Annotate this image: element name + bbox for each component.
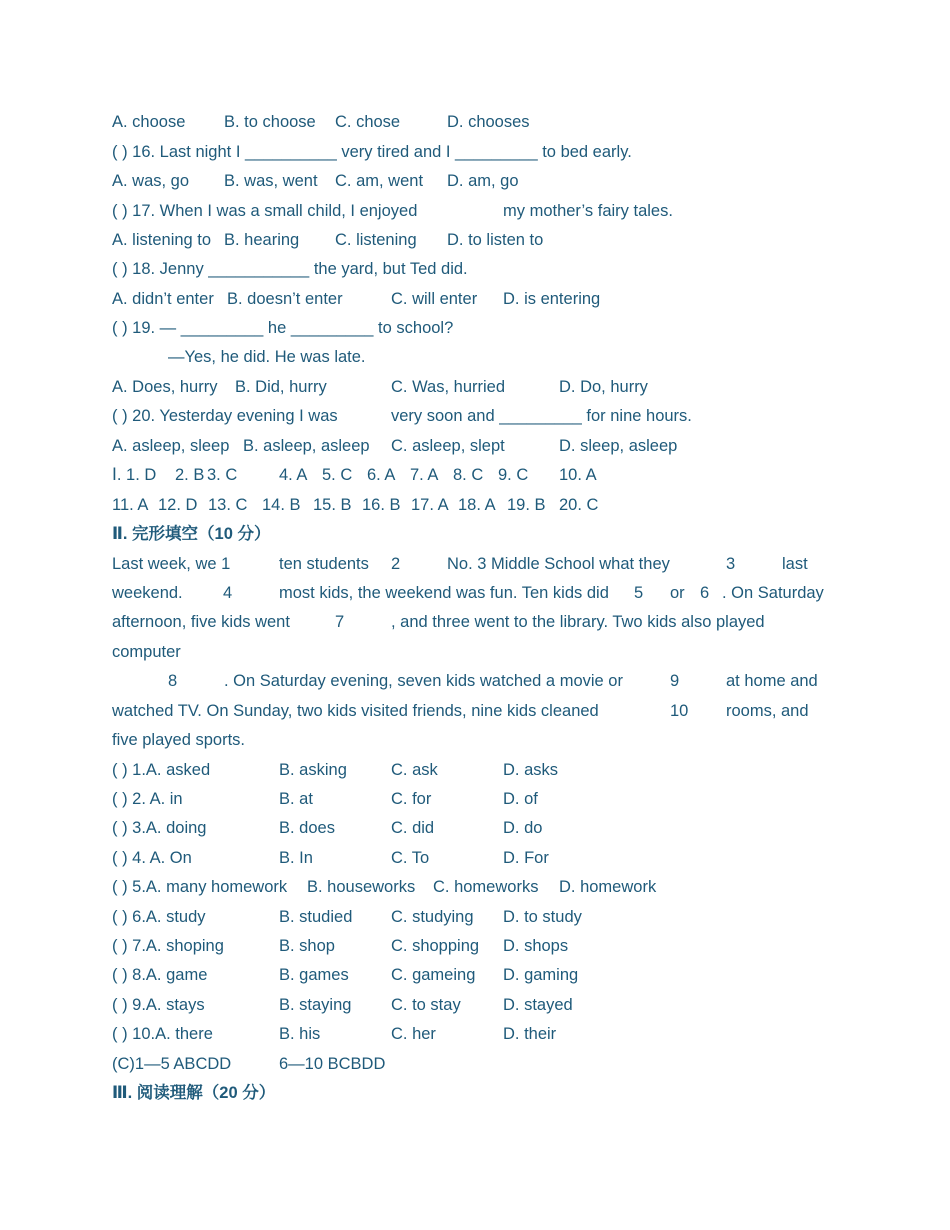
- blank-number: 7: [335, 613, 345, 631]
- question-text: ( ) 20. Yesterday evening I was: [112, 407, 338, 425]
- option-b: B. to choose: [224, 113, 316, 131]
- answer-item: 6—10 BCBDD: [279, 1055, 386, 1073]
- option-c: C. her: [391, 1025, 436, 1043]
- option-a: ( ) 2. A. in: [112, 790, 183, 808]
- option-c: C. homeworks: [433, 878, 539, 896]
- option-a: A. didn’t enter: [112, 290, 214, 308]
- question-text: ( ) 16. Last night I __________ very tired and I _________ to bed early.: [112, 143, 632, 161]
- option-b: B. studied: [279, 908, 353, 926]
- option-a: ( ) 3.A. doing: [112, 819, 207, 837]
- answer-item: 9. C: [498, 466, 529, 484]
- answer-item: Ⅰ. 1. D: [112, 466, 157, 484]
- option-a: ( ) 7.A. shoping: [112, 937, 224, 955]
- question-text-continued: my mother’s fairy tales.: [503, 202, 673, 220]
- option-c: C. chose: [335, 113, 401, 131]
- option-a: ( ) 4. A. On: [112, 849, 192, 867]
- answer-item: 11. A: [112, 496, 149, 514]
- option-d: D. to listen to: [447, 231, 544, 249]
- passage-text: most kids, the weekend was fun. Ten kids did: [279, 584, 609, 602]
- blank-number: 3: [726, 555, 736, 573]
- option-c: C. am, went: [335, 172, 424, 190]
- passage-text: afternoon, five kids went: [112, 613, 290, 631]
- option-c: C. did: [391, 819, 435, 837]
- option-b: B. staying: [279, 996, 352, 1014]
- option-a: ( ) 10.A. there: [112, 1025, 213, 1043]
- passage-text: , and three went to the library. Two kids also played: [391, 613, 765, 631]
- option-d: D. is entering: [503, 290, 601, 308]
- option-c: C. asleep, slept: [391, 437, 505, 455]
- answer-item: (C)1—5 ABCDD: [112, 1055, 232, 1073]
- option-d: D. their: [503, 1025, 557, 1043]
- option-d: D. gaming: [503, 966, 579, 984]
- blank-number: 5: [634, 584, 644, 602]
- option-c: C. Was, hurried: [391, 378, 506, 396]
- option-b: B. shop: [279, 937, 335, 955]
- blank-number: 2: [391, 555, 401, 573]
- option-b: B. asleep, asleep: [243, 437, 370, 455]
- option-d: D. to study: [503, 908, 582, 926]
- blank-number: 4: [223, 584, 233, 602]
- passage-text: . On Saturday: [722, 584, 824, 602]
- option-d: D. do: [503, 819, 543, 837]
- reply-text: —Yes, he did. He was late.: [168, 348, 366, 366]
- option-b: B. at: [279, 790, 313, 808]
- passage-text: computer: [112, 643, 181, 661]
- passage-text: last: [782, 555, 808, 573]
- question-text-continued: very soon and _________ for nine hours.: [391, 407, 692, 425]
- passage-text: . On Saturday evening, seven kids watched a movie or: [224, 672, 623, 690]
- option-d: D. asks: [503, 761, 559, 779]
- option-a: A. asleep, sleep: [112, 437, 230, 455]
- section-title: Ⅱ. 完形填空（10 分）: [112, 525, 271, 543]
- option-a: ( ) 9.A. stays: [112, 996, 205, 1014]
- option-c: C. gameing: [391, 966, 476, 984]
- option-a: ( ) 8.A. game: [112, 966, 208, 984]
- option-b: B. games: [279, 966, 349, 984]
- option-c: C. To: [391, 849, 430, 867]
- section-title: Ⅲ. 阅读理解（20 分）: [112, 1084, 276, 1102]
- passage-text: Last week, we 1: [112, 555, 231, 573]
- answer-item: 3. C: [207, 466, 238, 484]
- option-d: D. sleep, asleep: [559, 437, 678, 455]
- option-c: C. listening: [335, 231, 417, 249]
- blank-number: 8: [168, 672, 178, 690]
- passage-text: weekend.: [112, 584, 183, 602]
- answer-item: 18. A: [458, 496, 496, 514]
- answer-item: 5. C: [322, 466, 353, 484]
- answer-item: 12. D: [158, 496, 198, 514]
- question-text: ( ) 19. — _________ he _________ to school?: [112, 319, 454, 337]
- blank-number: 6: [700, 584, 710, 602]
- option-c: C. to stay: [391, 996, 461, 1014]
- option-a: A. listening to: [112, 231, 212, 249]
- option-c: C. for: [391, 790, 432, 808]
- answer-item: 4. A: [279, 466, 308, 484]
- passage-text: No. 3 Middle School what they: [447, 555, 670, 573]
- option-d: D. of: [503, 790, 538, 808]
- passage-text: rooms, and: [726, 702, 809, 720]
- option-b: B. houseworks: [307, 878, 416, 896]
- option-c: C. ask: [391, 761, 438, 779]
- passage-text: at home and: [726, 672, 818, 690]
- option-d: D. stayed: [503, 996, 573, 1014]
- option-b: B. does: [279, 819, 335, 837]
- option-b: B. Did, hurry: [235, 378, 327, 396]
- option-c: C. shopping: [391, 937, 480, 955]
- answer-item: 14. B: [262, 496, 301, 514]
- answer-item: 10. A: [559, 466, 597, 484]
- option-b: B. asking: [279, 761, 347, 779]
- option-d: D. homework: [559, 878, 657, 896]
- option-a: A. choose: [112, 113, 186, 131]
- option-c: C. will enter: [391, 290, 478, 308]
- option-b: B. hearing: [224, 231, 300, 249]
- answer-item: 15. B: [313, 496, 352, 514]
- answer-item: 19. B: [507, 496, 546, 514]
- answer-item: 8. C: [453, 466, 484, 484]
- answer-item: 6. A: [367, 466, 396, 484]
- blank-number: 10: [670, 702, 689, 720]
- answer-item: 16. B: [362, 496, 401, 514]
- passage-text: or: [670, 584, 685, 602]
- option-a: ( ) 1.A. asked: [112, 761, 211, 779]
- passage-text: five played sports.: [112, 731, 245, 749]
- option-c: C. studying: [391, 908, 474, 926]
- answer-item: 2. B: [175, 466, 205, 484]
- option-b: B. doesn’t enter: [227, 290, 343, 308]
- option-a: ( ) 5.A. many homework: [112, 878, 288, 896]
- option-d: D. For: [503, 849, 549, 867]
- blank-number: 9: [670, 672, 680, 690]
- option-d: D. am, go: [447, 172, 519, 190]
- question-text: ( ) 18. Jenny ___________ the yard, but Ted did.: [112, 260, 468, 278]
- answer-item: 13. C: [208, 496, 248, 514]
- answer-item: 17. A: [411, 496, 449, 514]
- option-a: A. was, go: [112, 172, 190, 190]
- option-b: B. his: [279, 1025, 321, 1043]
- option-b: B. was, went: [224, 172, 318, 190]
- passage-text: ten students: [279, 555, 369, 573]
- option-a: ( ) 6.A. study: [112, 908, 206, 926]
- answer-item: 7. A: [410, 466, 439, 484]
- passage-text: watched TV. On Sunday, two kids visited friends, nine kids cleaned: [112, 702, 599, 720]
- option-b: B. In: [279, 849, 313, 867]
- option-d: D. chooses: [447, 113, 530, 131]
- option-d: D. shops: [503, 937, 569, 955]
- option-a: A. Does, hurry: [112, 378, 218, 396]
- question-text: ( ) 17. When I was a small child, I enjoyed: [112, 202, 418, 220]
- option-d: D. Do, hurry: [559, 378, 648, 396]
- answer-item: 20. C: [559, 496, 599, 514]
